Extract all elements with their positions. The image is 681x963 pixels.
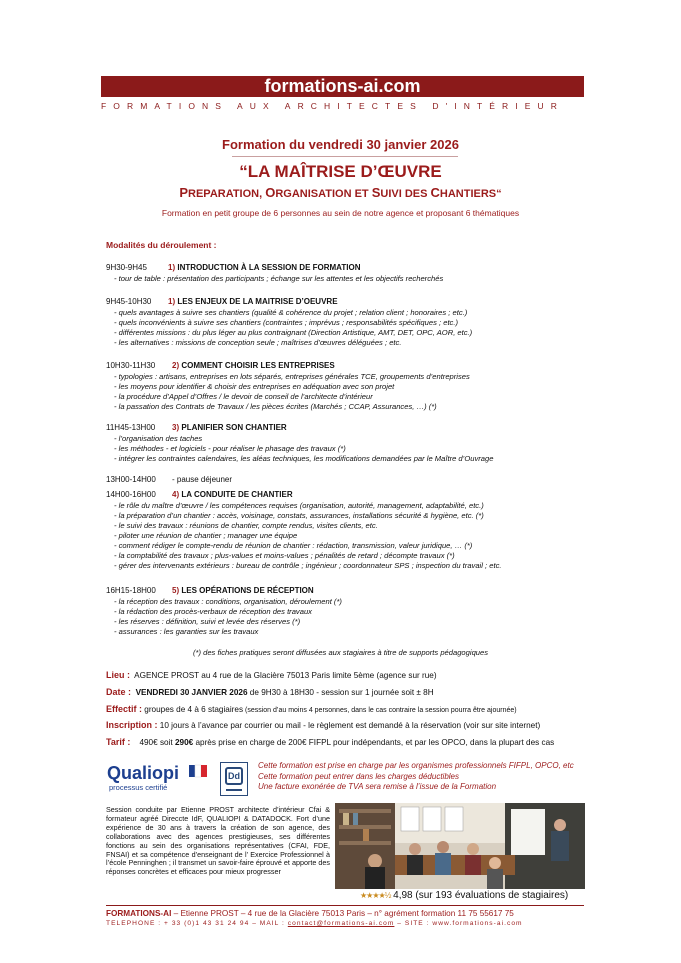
session-item: - gérer des intervenants extérieurs : bureau de contrôle ; ingénieur ; coordonnateur SPS ; inspection du travail ; etc. bbox=[114, 561, 502, 570]
session-item: - comment rédiger le compte-rendu de réunion de chantier : rédaction, transmission, valeur juridique, … (*) bbox=[114, 541, 473, 550]
course-subtitle bbox=[0, 185, 681, 200]
session-block bbox=[106, 585, 606, 637]
session-heading bbox=[106, 296, 606, 308]
session-title: COMMENT CHOISIR LES ENTREPRISES bbox=[181, 361, 335, 370]
info-value: VENDREDI 30 JANVIER 2026 bbox=[135, 688, 248, 697]
session-item: - différentes missions : du plus léger au plus contraignant (Direction Artistique, AMT, DET, OPC, AOR, etc.) bbox=[114, 328, 473, 337]
footer-divider bbox=[106, 905, 584, 906]
session-time: 11H45-13H00 bbox=[106, 423, 156, 432]
brand-banner: formations-ai.com bbox=[101, 76, 584, 97]
training-photo bbox=[335, 803, 585, 889]
session-number: 1) bbox=[168, 263, 176, 272]
session-heading bbox=[106, 474, 606, 486]
footnote: (*) des fiches pratiques seront diffusées aux stagiaires à titre de supports pédagogiques bbox=[192, 648, 489, 657]
info-value: groupes de 4 à 6 stagiaires bbox=[144, 705, 244, 714]
course-title: “LA MAÎTRISE D’ŒUVRE bbox=[239, 162, 442, 181]
info-value: 290€ bbox=[174, 738, 194, 747]
session-item: - la préparation d’un chantier : accès, voisinage, constats, assurances, installations sécurité & hygiène, etc. (*) bbox=[114, 511, 484, 520]
info-lieu bbox=[106, 670, 586, 680]
subtitle-word: REPARATION, bbox=[188, 188, 266, 200]
session-item: - la réception des travaux : conditions, organisation, déroulement (*) bbox=[114, 597, 342, 606]
rating-stars-icon: ★★★★½ bbox=[360, 891, 391, 900]
qualiopi-logo bbox=[107, 763, 213, 793]
rating-text: (sur 193 évaluations de stagiaires) bbox=[412, 890, 569, 901]
session-number: 3) bbox=[172, 423, 180, 432]
session-plain: - pause déjeuner bbox=[172, 475, 233, 484]
session-item: - quels avantages à suivre ses chantiers (qualité & cohérence du projet ; relation client ; honoraires ; etc.) bbox=[114, 308, 468, 317]
info-label: Lieu : bbox=[106, 670, 130, 680]
subtitle-initial: P bbox=[179, 185, 189, 200]
subtitle-word: RGANISATION ET bbox=[275, 188, 372, 200]
session-number: 1) bbox=[168, 297, 176, 306]
info-label: Inscription : bbox=[106, 720, 158, 730]
subtitle-initial: S bbox=[371, 185, 381, 200]
footer-mail-link[interactable]: contact@formations-ai.com bbox=[287, 920, 395, 927]
info-note: (session d’au moins 4 personnes, dans le cas contraire la session pourra être ajournée) bbox=[243, 707, 517, 714]
footer-site: – SITE : www.formations-ai.com bbox=[394, 920, 523, 927]
funding-notes bbox=[258, 761, 574, 793]
info-inscription bbox=[106, 720, 586, 730]
session-block bbox=[106, 489, 606, 571]
session-block bbox=[106, 360, 606, 412]
session-item: - piloter une réunion de chantier ; manager une équipe bbox=[114, 531, 298, 540]
session-time: 10H30-11H30 bbox=[106, 361, 156, 370]
session-item: - intégrer les contraintes calendaires, les aléas techniques, les modifications demandées par le Maître d’Ouvrage bbox=[114, 454, 494, 463]
session-item: - la passation des Contrats de Travaux / les pièces écrites (Marchés ; CCAP, Assurances, …) (*) bbox=[114, 402, 437, 411]
trainer-bio: Session conduite par Etienne PROST architecte d’intérieur Cfai & formateur agréé Direccte IdF, QUALIOPI & DATADOCK. Fort d’une expérience de 30 ans à travers la création de son agence, des collaborations avec des agences prestigieuses, ses différentes fonctions au sein des organisations représentatives (CFAI, FDE, FNSAI) et sa compétence d’enseignant de l’ Exercice Professionnel à l’école Penninghen ; il transmet un savoir-faire éprouvé et apporte des réponses concrètes et efficaces pour mieux progresser bbox=[106, 805, 330, 877]
session-time: 9H30-9H45 bbox=[106, 263, 147, 272]
datadock-logo bbox=[220, 762, 248, 796]
info-label: Tarif : bbox=[106, 737, 131, 747]
session-block bbox=[106, 422, 606, 464]
datadock-bar bbox=[226, 789, 242, 791]
session-time: 9H45-10H30 bbox=[106, 297, 152, 306]
funding-line: Une facture exonérée de TVA sera remise à l’issue de la Formation bbox=[258, 782, 497, 791]
subtitle-initial: O bbox=[265, 185, 276, 200]
course-intro: Formation en petit groupe de 6 personnes au sein de notre agence et proposant 6 thématiques bbox=[161, 208, 520, 218]
info-value: 490€ soit bbox=[139, 738, 175, 747]
footer-address-text: – Etienne PROST – 4 rue de la Glacière 75013 Paris – n° agrément formation 11 75 55617 75 bbox=[171, 909, 514, 918]
session-block bbox=[106, 296, 606, 348]
session-number: 2) bbox=[172, 361, 180, 370]
session-item: - les réserves : définition, suivi et levée des réserves (*) bbox=[114, 617, 301, 626]
modalites-heading: Modalités du déroulement : bbox=[106, 240, 217, 250]
session-block bbox=[106, 474, 606, 486]
brand-tagline: FORMATIONS AUX ARCHITECTES D'INTÉRIEUR bbox=[101, 101, 565, 111]
footer-address bbox=[106, 909, 514, 918]
session-heading bbox=[106, 422, 606, 434]
info-value: après prise en charge de 200€ FIFPL pour indépendants, et par les OPCO, dans la plupart des cas bbox=[193, 738, 555, 747]
footer-phone: TELEPHONE : + 33 (0)1 43 31 24 94 – MAIL : bbox=[106, 920, 288, 927]
session-time: 14H00-16H00 bbox=[106, 490, 156, 499]
rating bbox=[360, 890, 568, 901]
session-title: LA CONDUITE DE CHANTIER bbox=[181, 490, 293, 499]
session-item: - quels inconvénients à suivre ses chantiers (contraintes ; imprévus ; responsabilités spécifiques ; etc.) bbox=[114, 318, 458, 327]
session-time: 16H15-18H00 bbox=[106, 586, 156, 595]
session-item: - la rédaction des procès-verbaux de réception des travaux bbox=[114, 607, 312, 616]
session-item: - le rôle du maître d’œuvre / les compétences requises (organisation, autorité, management, adaptabilité, etc.) bbox=[114, 501, 484, 510]
session-number: 4) bbox=[172, 490, 180, 499]
session-title: LES OPÉRATIONS DE RÉCEPTION bbox=[181, 586, 314, 595]
session-item: - le suivi des travaux : réunions de chantier, compte rendus, visites clients, etc. bbox=[114, 521, 378, 530]
info-label: Date : bbox=[106, 687, 132, 697]
course-date: Formation du vendredi 30 janvier 2026 bbox=[222, 137, 459, 152]
funding-line: Cette formation est prise en charge par les organismes professionnels FIFPL, OPCO, etc bbox=[258, 761, 574, 770]
info-value: 10 jours à l’avance par courrier ou mail - le règlement est demandé à la réservation (voir sur site internet) bbox=[159, 721, 541, 730]
footer-contact bbox=[106, 920, 523, 927]
training-photo-illustration bbox=[335, 803, 585, 889]
title-divider bbox=[232, 156, 458, 157]
subtitle-word: HANTIERS“ bbox=[439, 188, 502, 200]
session-item: - la comptabilité des travaux ; plus-values et moins-values ; pénalités de retard ; décompte travaux (*) bbox=[114, 551, 455, 560]
session-time: 13H00-14H00 bbox=[106, 475, 156, 484]
session-title: INTRODUCTION À LA SESSION DE FORMATION bbox=[177, 263, 361, 272]
info-tarif bbox=[106, 737, 586, 747]
session-item: - les alternatives : missions de conception seule ; maîtrises d’œuvres déléguées ; etc. bbox=[114, 338, 402, 347]
info-date bbox=[106, 687, 586, 697]
session-heading bbox=[106, 585, 606, 597]
session-block bbox=[106, 262, 606, 284]
session-item: - l’organisation des taches bbox=[114, 434, 203, 443]
session-heading bbox=[106, 360, 606, 372]
footer-org: FORMATIONS-AI bbox=[106, 909, 172, 918]
session-number: 5) bbox=[172, 586, 180, 595]
session-item: - les méthodes - et logiciels - pour réaliser le phasage des travaux (*) bbox=[114, 444, 346, 453]
session-title: LES ENJEUX DE LA MAITRISE D’OEUVRE bbox=[177, 297, 338, 306]
session-item: - la procédure d’Appel d’Offres / le devoir de conseil de l’architecte d’intérieur bbox=[114, 392, 373, 401]
subtitle-initial: C bbox=[430, 185, 440, 200]
session-item: - assurances : les garanties sur les travaux bbox=[114, 627, 259, 636]
session-heading bbox=[106, 262, 606, 274]
session-title: PLANIFIER SON CHANTIER bbox=[181, 423, 287, 432]
qualiopi-name: Qualiopi bbox=[107, 763, 179, 783]
datadock-mark: Dd bbox=[225, 767, 243, 785]
session-item: - typologies : artisans, entreprises en lots séparés, entreprises générales TCE, groupements d’entreprises bbox=[114, 372, 470, 381]
qualiopi-sub: processus certifié bbox=[109, 783, 168, 792]
info-value: de 9H30 à 18H30 - session sur 1 journée soit ± 8H bbox=[247, 688, 434, 697]
info-value: AGENCE PROST au 4 rue de la Glacière 75013 Paris limite 5ème (agence sur rue) bbox=[134, 671, 437, 680]
session-item: - les moyens pour identifier & choisir des entreprises en adéquation avec son projet bbox=[114, 382, 395, 391]
info-effectif bbox=[106, 704, 586, 714]
rating-score: 4,98 bbox=[393, 890, 413, 901]
session-heading bbox=[106, 489, 606, 501]
session-item: - tour de table : présentation des participants ; échange sur les attentes et les objectifs recherchés bbox=[114, 274, 444, 283]
info-label: Effectif : bbox=[106, 704, 142, 714]
funding-line: Cette formation peut entrer dans les charges déductibles bbox=[258, 771, 460, 781]
subtitle-word: UIVI DES bbox=[380, 188, 431, 200]
